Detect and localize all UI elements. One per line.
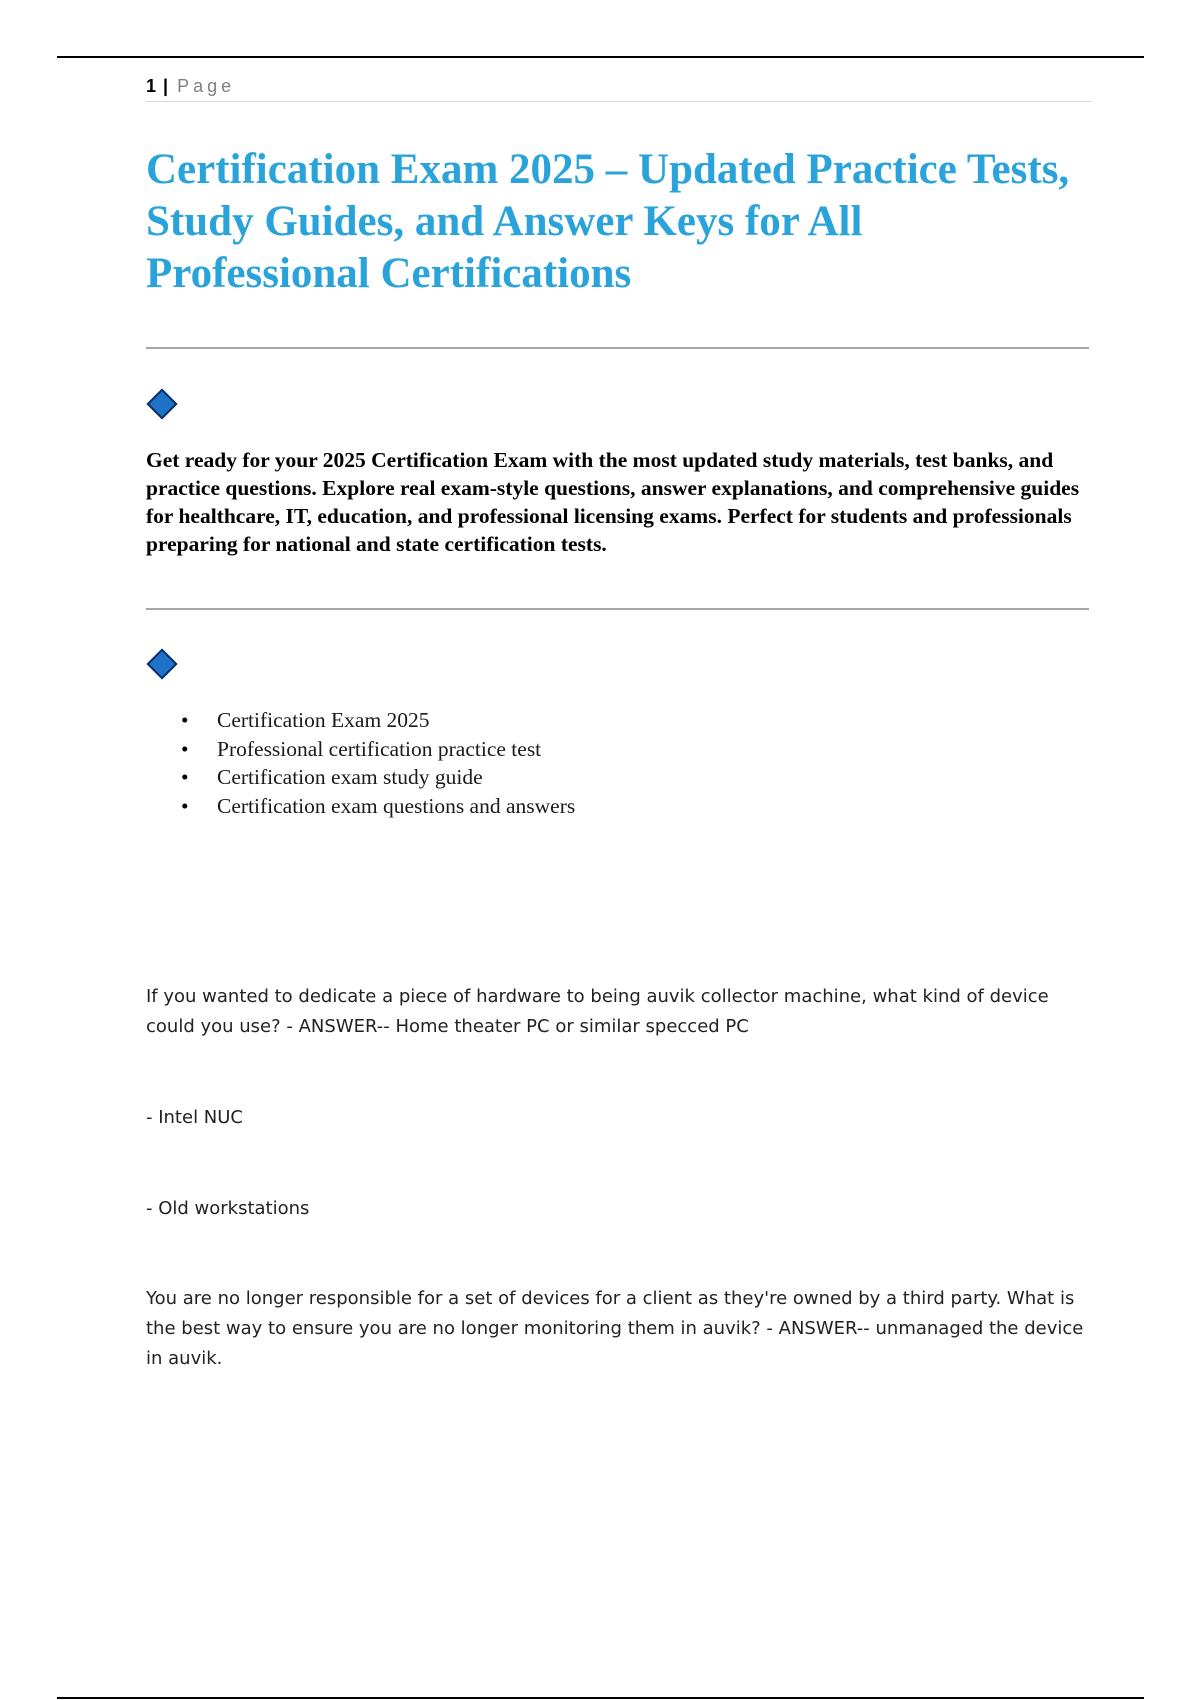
keyword-list — [146, 706, 846, 820]
page-separator: | — [163, 76, 169, 96]
section-divider — [146, 608, 1089, 610]
intro-paragraph: Get ready for your 2025 Certification Exam with the most updated study materials, test banks, and practice questions. Explore real exam-style questions, answer explanations, and comprehensive guides for healthcare, IT, education, and professional licensing exams. Perfect for students and professionals preparing for national and state certification tests. — [146, 448, 1080, 556]
list-item: • Certification exam questions and answers — [146, 792, 846, 821]
question-answer: If you wanted to dedicate a piece of hardware to being auvik collector machine, what kind of device could you use? - ANSWER-- Home theater PC or similar specced PC — [146, 986, 1049, 1037]
page-header — [146, 73, 1092, 102]
diamond-icon — [146, 388, 177, 419]
answer-item: - Intel NUC — [146, 1107, 243, 1128]
list-item: • Certification exam study guide — [146, 763, 846, 792]
top-page-rule — [57, 56, 1144, 58]
list-item: • Professional certification practice test — [146, 735, 846, 764]
section-divider — [146, 347, 1089, 349]
list-item: • Certification Exam 2025 — [146, 706, 846, 735]
page-label: Page — [177, 76, 236, 96]
question-answer: You are no longer responsible for a set of devices for a client as they're owned by a third party. What is the best way to ensure you are no longer monitoring them in auvik? - ANSWER-- unmanaged the device in auvik. — [146, 1288, 1084, 1369]
diamond-icon — [146, 648, 177, 679]
document-title: Certification Exam 2025 – Updated Practice Tests, Study Guides, and Answer Keys for All Professional Certifications — [146, 146, 1070, 297]
page-number: 1 — [146, 76, 157, 96]
answer-item: - Old workstations — [146, 1198, 310, 1219]
bottom-page-rule — [57, 1697, 1144, 1699]
